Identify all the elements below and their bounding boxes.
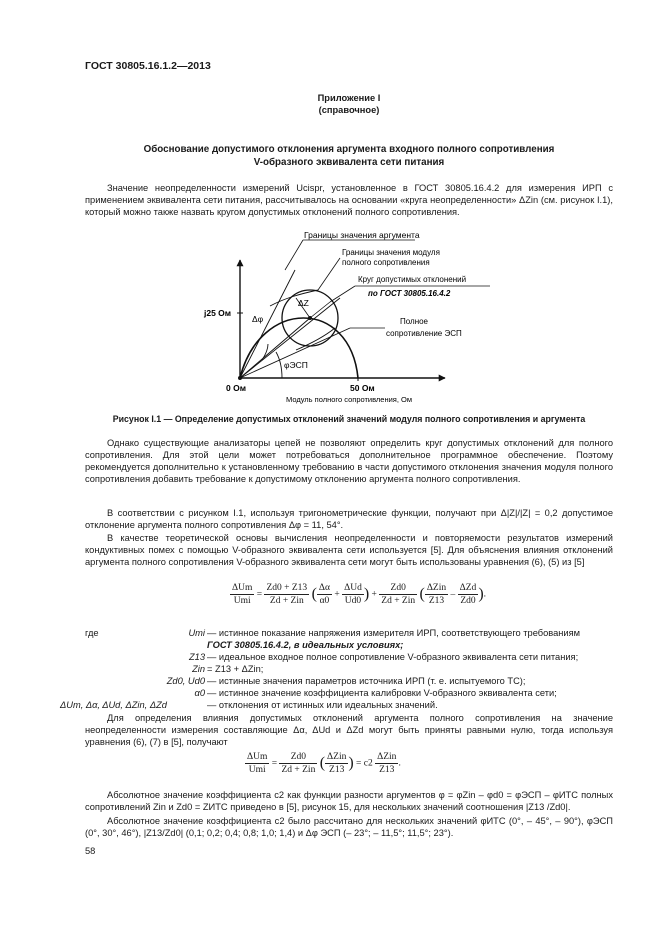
where-item: ГОСТ 30805.16.4.2, в идеальных условиях; bbox=[207, 640, 404, 650]
figure-i1 bbox=[200, 228, 510, 408]
where-item: Z13 — идеальное входное полное сопротивление V-образного эквивалента сети питания; bbox=[188, 652, 579, 662]
phi-esp-label: φЭСП bbox=[284, 360, 308, 370]
label-full-1: Полное bbox=[400, 317, 429, 326]
appendix-subtitle: (справочное) bbox=[318, 105, 380, 115]
where-item: α0 — истинное значение коэффициента калибровки V-образного эквивалента сети; bbox=[194, 688, 557, 698]
x-tick-label: 50 Ом bbox=[350, 383, 375, 393]
appendix-title: Приложение I bbox=[317, 93, 381, 103]
figure-caption: Рисунок I.1 — Определение допустимых отклонений значений модуля полного сопротивления и аргумента bbox=[112, 414, 586, 424]
label-mod-bounds-2: полного сопротивления bbox=[342, 258, 430, 267]
paragraph-4: Для определения влияния допустимых отклонений аргумента полного сопротивления на значение неопределенности измерения составляющие Δα, ΔUd и ΔZd могут быть приняты равными нулю, тогда используя уравнения (6), (7) в [5], получают bbox=[85, 713, 613, 747]
paragraph-6: Абсолютное значение коэффициента c2 было рассчитано для нескольких значений φИТС (0°, – 45°, – 90°), φЭСП (0°, 30°, 46°), |Z13/Zd0| (0,1; 0,2; 0,4; 0,8; 1,0; 1,4) и Δφ ЭСП (– 23°; – 11,5°; 11,5°; 23°). bbox=[85, 816, 613, 838]
where-list bbox=[60, 627, 615, 711]
page-number: 58 bbox=[85, 846, 96, 856]
section-title-line2: V-образного эквивалента сети питания bbox=[253, 157, 445, 168]
label-circle-1: Круг допустимых отклонений bbox=[358, 275, 467, 284]
y-tick-label: j25 Ом bbox=[204, 308, 232, 318]
label-circle-2: по ГОСТ 30805.16.4.2 bbox=[368, 289, 451, 298]
where-label: где bbox=[85, 628, 99, 638]
label-full-2: сопротивление ЭСП bbox=[386, 329, 462, 338]
intro-paragraph: Значение неопределенности измерений Ucispr, установленное в ГОСТ 30805.16.4.2 для измерения ИРП с применением эквивалента сети питания, рассчитывалось на основании «круга неопределенности» ΔZin (см. рисунок I.1), который можно также назвать кругом допустимых отклонений полного сопротивления. bbox=[85, 183, 613, 217]
where-item: Zd0, Ud0 — истинные значения параметров источника ИРП (т. е. испытуемого ТС); bbox=[166, 676, 526, 686]
document-header: ГОСТ 30805.16.1.2—2013 bbox=[85, 60, 211, 72]
equation-2: ΔUm Umi = Zd0 Zd + Zin ( ΔZin Z13 ) = c2 ΔZin Z13 . bbox=[247, 752, 401, 775]
delta-z-label: ΔZ bbox=[298, 298, 309, 308]
equation-1: ΔUm Umi = Zd0 + Z13 Zd + Zin ( $\frac{\Delta\alpha}{\alpha 0}$ + ΔUd Ud0 ) + Zd0 Zd + Zin ( ΔZin Z13 – ΔZd Zd0 ). bbox=[232, 583, 487, 606]
section-title-line1: Обоснование допустимого отклонения аргумента входного полного сопротивления bbox=[143, 144, 555, 155]
paragraph-1: Однако существующие анализаторы цепей не позволяют определить круг допустимых отклонений для полного сопротивления. Для этой цели может потребоваться дополнительное программное обеспечение. Поэтому рекомендуется дополнительно к установленному требованию в части допустимого отклонения значения модуля полного сопротивления добавить требование к допустимому отклонению аргумента полного сопротивления. bbox=[85, 438, 613, 484]
delta-phi-label: Δφ bbox=[252, 314, 264, 324]
paragraph-3: В качестве теоретической основы вычисления неопределенности и повторяемости результатов измерений кондуктивных помех с помощью V-образного эквивалента сети используется [5]. Для объяснения влияния отклонений аргумента полного сопротивления V-образного эквивалента сети могут быть использованы уравнения (6), (5) из [5] bbox=[85, 533, 613, 567]
paragraph-2: В соответствии с рисунком I.1, используя тригонометрические функции, получают при Δ|Z|/|Z| = 0,2 допустимое отклонение аргумента полного сопротивления Δφ = 11, 54°. bbox=[85, 508, 613, 530]
x-axis-title: Модуль полного сопротивления, Ом bbox=[286, 395, 413, 404]
label-arg-bounds: Границы значения аргумента bbox=[304, 230, 420, 240]
paragraph-5: Абсолютное значение коэффициента c2 как функции разности аргументов φ = φZin – φd0 = φЭСП – φИТС полных сопротивлений Zin и Zd0 = ZИТС приведено в [5], рисунок 15, для нескольких значений соотношения |Z13 /Zd0|. bbox=[85, 790, 613, 812]
where-item: ΔUm, Δα, ΔUd, ΔZin, ΔZd — отклонения от истинных или идеальных значений. bbox=[60, 700, 438, 710]
where-item: Umi — истинное показание напряжения измерителя ИРП, соответствующего требованиям bbox=[188, 628, 581, 638]
where-item: Zin = Z13 + ΔZin; bbox=[192, 664, 264, 674]
x-zero-label: 0 Ом bbox=[226, 383, 246, 393]
label-mod-bounds-1: Границы значения модуля bbox=[342, 248, 440, 257]
